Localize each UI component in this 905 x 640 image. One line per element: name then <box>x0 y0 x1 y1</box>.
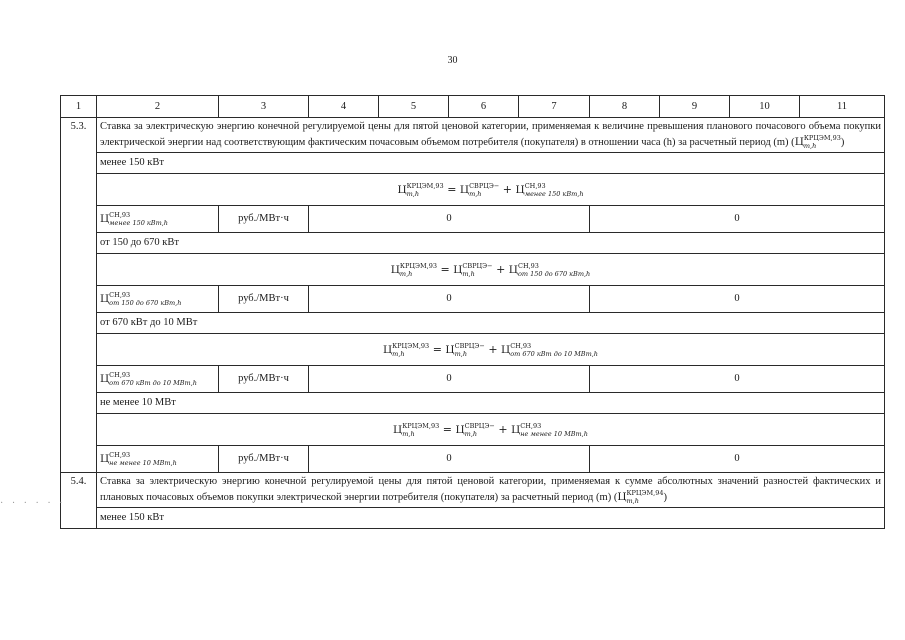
value-row <box>61 206 885 233</box>
power-category: от 670 кВт до 10 МВт <box>97 313 885 334</box>
value-second-half: 0 <box>590 206 885 233</box>
price-symbol: Ц КРЦЭМ,93 m,h <box>794 134 841 150</box>
price-symbol: Ц КРЦЭМ,94 m,h <box>617 489 664 505</box>
section-description: Ставка за электрическую энергию конечной регулируемой цены для пятой ценовой категории, применяемая к сумме абсолютных значений разностей фактических и плановых почасовых объемов покупки электрической энергии потребителя (покупателя) за расчетный период (m) (Ц КРЦЭМ,94 m,h ) <box>97 473 885 508</box>
column-number-4: 4 <box>309 96 379 118</box>
price-symbol: Ц СН,93 менее 150 кВт,h <box>515 181 584 198</box>
component-symbol <box>97 366 219 393</box>
price-symbol: Ц СВРЦЭ− m,h <box>453 261 493 278</box>
unit: руб./МВт·ч <box>219 366 309 393</box>
price-symbol: Ц КРЦЭМ,93 m,h <box>397 181 444 198</box>
price-symbol: Ц СН,93 от 670 кВт до 10 МВт,h <box>100 371 197 387</box>
formula-row <box>61 414 885 446</box>
value-first-half: 0 <box>309 286 590 313</box>
category-row <box>61 508 885 529</box>
unit: руб./МВт·ч <box>219 446 309 473</box>
price-symbol: Ц КРЦЭМ,93 m,h <box>390 261 437 278</box>
price-symbol: Ц СВРЦЭ− m,h <box>445 341 485 358</box>
price-symbol: Ц КРЦЭМ,93 m,h <box>382 341 430 358</box>
price-symbol: Ц КРЦЭМ,93 m,h <box>393 421 440 438</box>
power-category: от 150 до 670 кВт <box>97 233 885 254</box>
column-number-5: 5 <box>379 96 449 118</box>
price-symbol: Ц СН,93 от 150 до 670 кВт,h <box>508 261 591 278</box>
section-row-section_53 <box>61 118 885 153</box>
value-row <box>61 286 885 313</box>
price-symbol: Ц СВРЦЭ− m,h <box>459 181 500 198</box>
price-formula: Ц КРЦЭМ,93 m,h = Ц СВРЦЭ− m,h + Ц СН,93 менее 150 кВт,h <box>97 174 885 206</box>
value-first-half: 0 <box>309 446 590 473</box>
unit: руб./МВт·ч <box>219 286 309 313</box>
price-symbol: Ц СН,93 от 150 до 670 кВт,h <box>100 291 182 307</box>
value-row <box>61 366 885 393</box>
section-number: 5.4. <box>61 473 97 529</box>
component-symbol <box>97 206 219 233</box>
price-symbol: Ц СН,93 менее 150 кВт,h <box>100 211 168 227</box>
section-row-section_54 <box>61 473 885 508</box>
column-number-1: 1 <box>61 96 97 118</box>
price-symbol: Ц СВРЦЭ− m,h <box>455 421 495 438</box>
value-second-half: 0 <box>590 366 885 393</box>
component-symbol <box>97 286 219 313</box>
column-number-11: 11 <box>800 96 885 118</box>
price-symbol: Ц СН,93 от 670 кВт до 10 МВт,h <box>501 341 598 358</box>
value-second-half: 0 <box>590 286 885 313</box>
power-category: не менее 10 МВт <box>97 393 885 414</box>
formula-row <box>61 174 885 206</box>
column-number-3: 3 <box>219 96 309 118</box>
section-description: Ставка за электрическую энергию конечной регулируемой цены для пятой ценовой категории, применяемая к величине превышения планового почасового объема покупки электрической энергии над соответствующим фактическим почасовым объемом потребителя (покупателя) в отношении часа (h) за расчетный период (m) (Ц КРЦЭМ,93 m,h ) <box>97 118 885 153</box>
column-number-10: 10 <box>730 96 800 118</box>
price-formula: Ц КРЦЭМ,93 m,h = Ц СВРЦЭ− m,h + Ц СН,93 от 670 кВт до 10 МВт,h <box>97 334 885 366</box>
section-number: 5.3. <box>61 118 97 473</box>
value-first-half: 0 <box>309 366 590 393</box>
unit: руб./МВт·ч <box>219 206 309 233</box>
category-row <box>61 153 885 174</box>
column-number-7: 7 <box>519 96 590 118</box>
column-number-9: 9 <box>660 96 730 118</box>
price-symbol: Ц СН,93 не менее 10 МВт,h <box>100 451 177 467</box>
column-number-6: 6 <box>449 96 519 118</box>
column-number-header <box>61 96 885 118</box>
value-row <box>61 446 885 473</box>
power-category: менее 150 кВт <box>97 508 885 529</box>
margin-marks: · · · · · · <box>0 498 66 509</box>
tariff-table <box>60 95 885 529</box>
value-first-half: 0 <box>309 206 590 233</box>
price-formula: Ц КРЦЭМ,93 m,h = Ц СВРЦЭ− m,h + Ц СН,93 от 150 до 670 кВт,h <box>97 254 885 286</box>
component-symbol <box>97 446 219 473</box>
value-second-half: 0 <box>590 446 885 473</box>
power-category: менее 150 кВт <box>97 153 885 174</box>
category-row <box>61 233 885 254</box>
column-number-2: 2 <box>97 96 219 118</box>
page-number: 30 <box>447 55 458 66</box>
column-number-8: 8 <box>590 96 660 118</box>
formula-row <box>61 334 885 366</box>
category-row <box>61 313 885 334</box>
price-formula: Ц КРЦЭМ,93 m,h = Ц СВРЦЭ− m,h + Ц СН,93 не менее 10 МВт,h <box>97 414 885 446</box>
category-row <box>61 393 885 414</box>
price-symbol: Ц СН,93 не менее 10 МВт,h <box>511 421 588 438</box>
formula-row <box>61 254 885 286</box>
